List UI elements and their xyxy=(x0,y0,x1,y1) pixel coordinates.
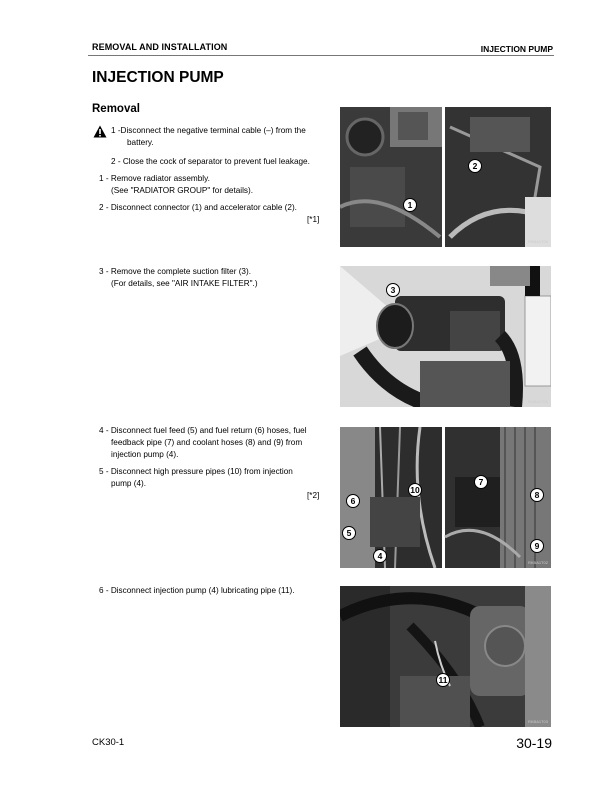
photo-code-3: RKBA1T02 xyxy=(528,560,549,565)
step-4: 4 - Disconnect fuel feed (5) and fuel return (6) hoses, fuel xyxy=(99,426,307,435)
step-6: 6 - Disconnect injection pump (4) lubricating pipe (11). xyxy=(99,586,295,595)
photo-code-2: RKBA1T01 xyxy=(528,399,549,404)
photo-connector-cable xyxy=(340,107,551,247)
step-5: 5 - Disconnect high pressure pipes (10) from injection xyxy=(99,467,293,476)
footer-model: CK30-1 xyxy=(92,737,125,748)
step-3: 3 - Remove the complete suction filter (3). xyxy=(99,267,251,276)
step-2: 2 - Disconnect connector (1) and accelerator cable (2). xyxy=(99,203,297,212)
photo-fuel-hoses xyxy=(340,427,551,568)
warning-step-2: 2 - Close the cock of separator to prevent fuel leakage. xyxy=(111,157,310,166)
section-title: Removal xyxy=(92,103,140,115)
step-2-ref: [*1] xyxy=(307,215,320,224)
photo-suction-filter xyxy=(340,266,551,407)
warning-icon xyxy=(93,125,107,138)
step-1: 1 - Remove radiator assembly. xyxy=(99,174,210,183)
callout-8: 8 xyxy=(530,488,544,502)
callout-6: 6 xyxy=(346,494,360,508)
step-5-cont: pump (4). xyxy=(111,479,147,488)
header-rule xyxy=(88,55,554,56)
page-title: INJECTION PUMP xyxy=(92,69,224,86)
step-1-cont: (See "RADIATOR GROUP" for details). xyxy=(111,186,254,195)
step-4-cont-2: injection pump (4). xyxy=(111,450,179,459)
callout-10: 10 xyxy=(408,483,422,497)
warning-step-1-cont: battery. xyxy=(127,138,154,147)
callout-4: 4 xyxy=(373,549,387,563)
photo-code-1: RKBA1T00 xyxy=(528,239,549,244)
step-4-cont-1: feedback pipe (7) and coolant hoses (8) and (9) from xyxy=(111,438,303,447)
header-section-title: REMOVAL AND INSTALLATION xyxy=(92,42,228,52)
footer-page-number: 30-19 xyxy=(516,735,552,751)
callout-7: 7 xyxy=(474,475,488,489)
header-topic-title: INJECTION PUMP xyxy=(480,44,553,54)
callout-2: 2 xyxy=(468,159,482,173)
step-5-ref: [*2] xyxy=(307,491,320,500)
callout-9: 9 xyxy=(530,539,544,553)
photo-code-4: RKBA1T03 xyxy=(528,719,549,724)
callout-1: 1 xyxy=(403,198,417,212)
step-3-cont: (For details, see "AIR INTAKE FILTER".) xyxy=(111,279,258,288)
photo-lubricating-pipe xyxy=(340,586,551,727)
callout-11: 11 xyxy=(436,673,450,687)
warning-step-1: 1 -Disconnect the negative terminal cable (–) from the xyxy=(111,126,306,135)
callout-5: 5 xyxy=(342,526,356,540)
callout-3: 3 xyxy=(386,283,400,297)
